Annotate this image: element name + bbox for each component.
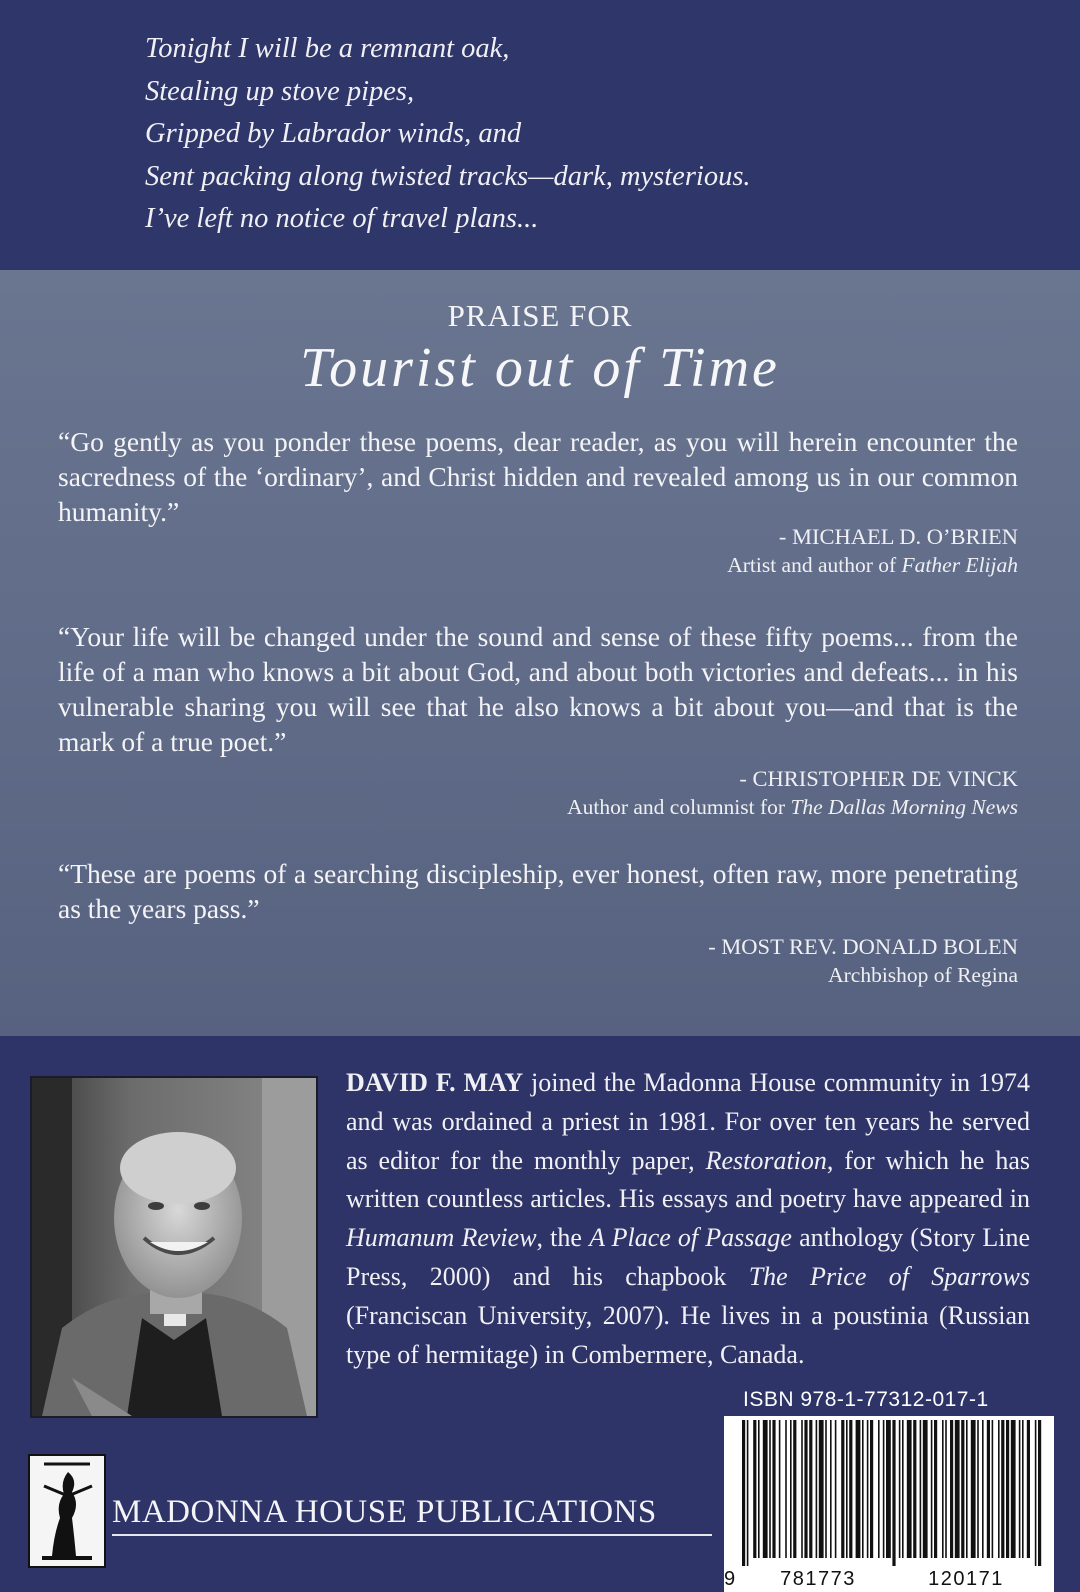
- barcode-bar: [961, 1420, 964, 1558]
- barcode-bar: [878, 1420, 880, 1558]
- barcode-bar: [1035, 1420, 1037, 1566]
- barcode-bar: [992, 1420, 994, 1558]
- barcode-bar: [955, 1420, 960, 1558]
- barcode-bar: [942, 1420, 944, 1558]
- barcode-bar: [793, 1420, 796, 1558]
- barcode-bar: [1022, 1420, 1024, 1558]
- blurb-quote: “Your life will be changed under the sound and sense of these fifty poems... from the life of a man who knows a bit about God, and about both victories and defeats... in his vulnerable sharing you will see that he also knows a bit about you—and that is the mark of a true poet.”: [58, 621, 1018, 757]
- barcode-bar: [1011, 1420, 1016, 1558]
- barcode-digit-first: 9: [724, 1568, 736, 1590]
- isbn-label: ISBN 978-1-77312-017-1: [743, 1388, 989, 1411]
- blurb-author: - MICHAEL D. O’BRIEN: [778, 524, 1018, 549]
- blurb-attribution: [567, 764, 1018, 822]
- barcode-bar: [982, 1420, 984, 1558]
- poem-line: Stealing up stove pipes,: [145, 75, 415, 107]
- barcode-bar: [870, 1420, 873, 1558]
- barcode-bar: [907, 1420, 912, 1558]
- barcode-bar: [862, 1420, 864, 1558]
- poem-excerpt: [145, 28, 751, 241]
- barcode-bar: [971, 1420, 976, 1558]
- praise-heading: PRAISE FOR: [447, 298, 633, 333]
- poem-line: Sent packing along twisted tracks—dark, mysterious.: [145, 160, 751, 192]
- barcode-bar: [819, 1420, 824, 1558]
- barcode-bars: [724, 1416, 1054, 1566]
- barcode-digits-left: 781773: [780, 1568, 856, 1590]
- barcode-bar: [977, 1420, 979, 1558]
- barcode-bar: [892, 1420, 895, 1566]
- barcode-bar: [830, 1420, 832, 1558]
- barcode-bar: [825, 1420, 827, 1558]
- author-section: [0, 1036, 1080, 1590]
- barcode-bar: [747, 1420, 749, 1566]
- barcode-bar: [934, 1420, 937, 1558]
- publisher-name: MADONNA HOUSE PUBLICATIONS: [112, 1494, 657, 1530]
- blurb-author: - CHRISTOPHER DE VINCK: [739, 766, 1018, 791]
- barcode-bar: [886, 1420, 891, 1558]
- blurb-author: - MOST REV. DONALD BOLEN: [708, 934, 1018, 959]
- barcode-digits: [724, 1562, 1054, 1592]
- barcode-bar: [758, 1420, 760, 1558]
- barcode-bar: [1001, 1420, 1004, 1558]
- barcode-bar: [835, 1420, 837, 1558]
- poem-line: I’ve left no notice of travel plans...: [145, 203, 539, 234]
- barcode-bar: [769, 1420, 771, 1558]
- publisher-divider: [112, 1534, 712, 1536]
- barcode-bar: [931, 1420, 933, 1558]
- barcode-digits-right: 120171: [928, 1568, 1004, 1590]
- barcode-bar: [899, 1420, 901, 1558]
- barcode-bar: [950, 1420, 953, 1558]
- blurb-attribution: [727, 522, 1018, 580]
- barcode-bar: [846, 1420, 848, 1558]
- barcode-bar: [1038, 1420, 1041, 1566]
- barcode-bar: [809, 1420, 812, 1558]
- barcode-bar: [867, 1420, 869, 1558]
- poem-band: [0, 0, 1080, 270]
- barcode-bar: [998, 1420, 1000, 1558]
- barcode-bar: [816, 1420, 818, 1558]
- barcode-bar: [763, 1420, 768, 1558]
- barcode-bar: [883, 1420, 885, 1558]
- barcode-bar: [1027, 1420, 1030, 1558]
- barcode-bar: [1006, 1420, 1009, 1558]
- book-title: Tourist out of Time: [300, 337, 780, 399]
- barcode-bar: [779, 1420, 781, 1558]
- barcode-bar: [920, 1420, 922, 1558]
- barcode-bar: [1019, 1420, 1021, 1558]
- barcode-bar: [841, 1420, 844, 1558]
- author-name: DAVID F. MAY: [346, 1068, 524, 1097]
- author-photo: [30, 1076, 318, 1418]
- isbn-barcode: [724, 1416, 1054, 1592]
- blurb-quote: “Go gently as you ponder these poems, dear reader, as you will herein encounter the sacredness of the ‘ordinary’, and Christ hidden and revealed among us in our common humanity.”: [58, 426, 1018, 527]
- barcode-bar: [785, 1420, 787, 1558]
- barcode-bar: [945, 1420, 947, 1558]
- blurb-attribution: [708, 932, 1018, 990]
- blurb-author-role: Author and columnist for The Dallas Morning News: [567, 795, 1018, 819]
- blurb-author-role: Artist and author of Father Elijah: [727, 553, 1018, 577]
- praise-section: [0, 270, 1080, 1036]
- barcode-bar: [913, 1420, 916, 1558]
- barcode-bar: [804, 1420, 807, 1558]
- barcode-bar: [753, 1420, 756, 1558]
- blurb-author-role: Archbishop of Regina: [828, 963, 1018, 987]
- barcode-bar: [849, 1420, 852, 1558]
- poem-line: Gripped by Labrador winds, and: [145, 118, 522, 149]
- barcode-bar: [902, 1420, 904, 1558]
- barcode-bar: [856, 1420, 861, 1558]
- barcode-bar: [966, 1420, 968, 1558]
- blurb-quote: “These are poems of a searching discipleship, ever honest, often raw, more penetrating as the years pass.”: [58, 858, 1018, 924]
- poem-line: Tonight I will be a remnant oak,: [145, 33, 510, 64]
- barcode-bar: [923, 1420, 928, 1558]
- barcode-bar: [790, 1420, 792, 1558]
- author-bio: DAVID F. MAY joined the Madonna House community in 1974 and was ordained a priest in 1981. For over ten years he served as editor for the monthly paper, Restoration, for which he has written countless articles. His essays and poetry have appeared in Humanum Review, the A Place of Passage anthology (Story Line Press, 2000) and his chapbook The Price of Sparrows (Franciscan University, 2007). He lives in a poustinia (Russian type of hermitage) in Combermere, Canada.: [346, 1068, 1030, 1369]
- barcode-bar: [742, 1420, 745, 1566]
- barcode-bar: [772, 1420, 775, 1558]
- barcode-bar: [987, 1420, 990, 1558]
- publisher-logo-icon: [28, 1454, 106, 1568]
- barcode-bar: [801, 1420, 803, 1558]
